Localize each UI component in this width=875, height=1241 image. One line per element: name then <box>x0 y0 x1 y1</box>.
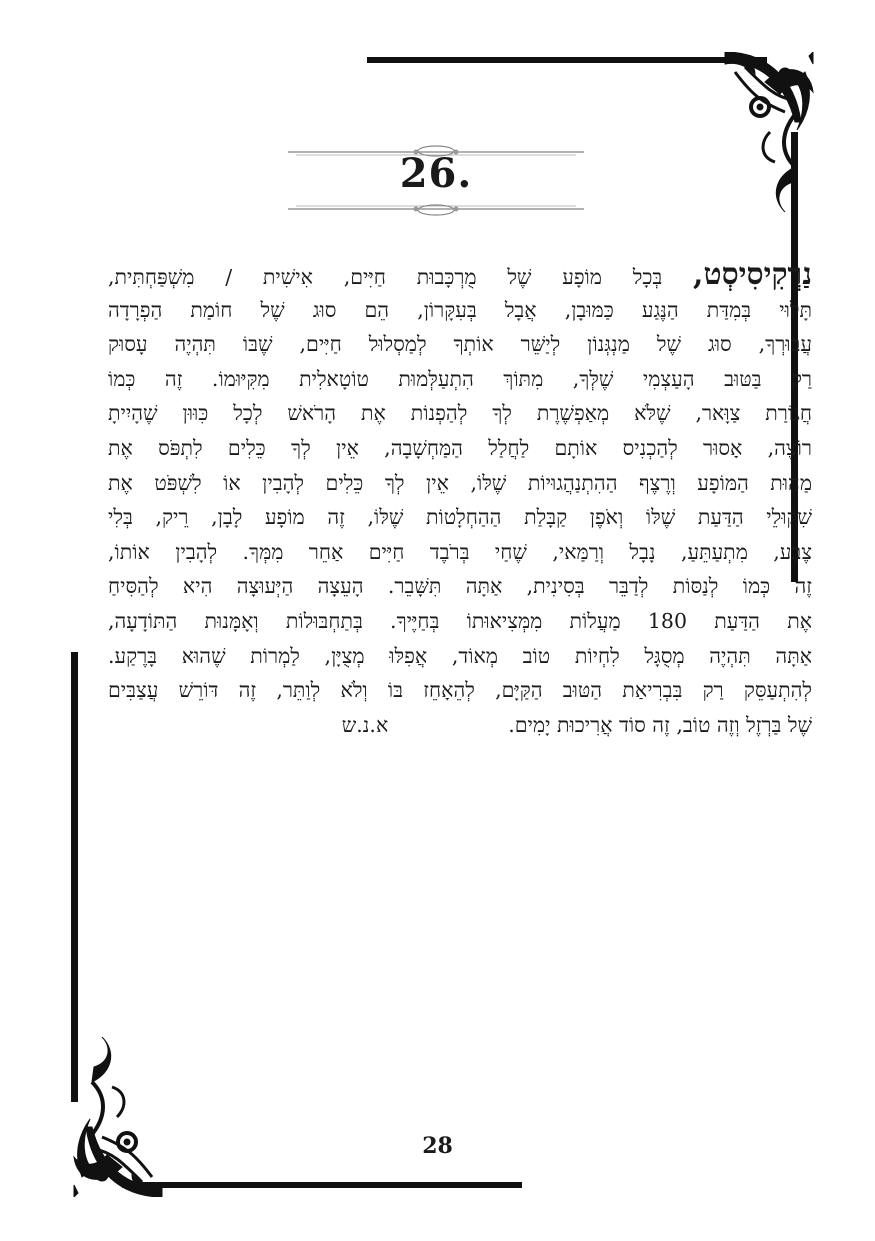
text-line: רוֹצֶה, אָסוּר לְהַכְנִיס אוֹתָם לַחֲלַל הַמַּחְשָׁבָה, אֵין לְךָ כֵּלִים לִתְפֹּס אֶת <box>108 435 812 460</box>
text-line: אֶת הַדַּעַת 180 מַעֲלוֹת מִמְּצִיאוּתוֹ בְּחַיֶּיךָ. בְּתַחְבּוּלוֹת וְאָמָּנוּת הַתּוֹדָעָה, <box>108 608 812 633</box>
text-line: תָּלוּי בְּמִדַּת הַנֶּגַע כַּמּוּבָן, אֲבָל בְּעִקָּרוֹן, הֵם סוּג שֶׁל חוֹמַת הַפְרָדָה <box>108 297 812 322</box>
text-line: זֶה כְּמוֹ לְנַסּוֹת לְדַבֵּר בְּסִינִית, אַתָּה תִּשָּׁבֵר. הָעֵצָה הַיְּעוּצָה הִיא לְהַסִּיחַ <box>108 574 812 599</box>
text-line: צֶבַע, מִתְעַתֵּעַ, נָבָל וְרַמַּאי, שֶׁחַי בְּרֹבֶד חַיִּים אַחֵר מִמְּךָ. לְהָבִין אוֹתוֹ, <box>108 539 812 564</box>
text-line: לְהִתְעַסֵּק רַק בִּבְרִיאַת הַטּוּב הַקַּיָּם, לְהֵאָחֵז בּוֹ וְלֹא לְוַתֵּר, זֶה דּוֹרֵשׁ עֲצַבִּים <box>108 678 812 703</box>
text-line: עֲבוּרְךָ, סוּג שֶׁל מַנְגְּנוֹן לְיַשֵּׁר אוֹתְךָ לְמַסְלוּל חַיִּים, שֶׁבּוֹ תִּהְיֶה עָסוּק <box>108 332 812 357</box>
lead-word: נַרְקִיסִיסְט, <box>693 258 812 292</box>
text-line: אַתָּה תִּהְיֶה מְסֻגָּל לִחְיוֹת טוֹב מְאוֹד, אֲפִלּוּ מְצֻיָּן, לַמְרוֹת שֶׁהוּא בָּרֶקַע. <box>108 643 812 668</box>
chapter-heading <box>286 140 586 220</box>
text-line-content: בְּכָל מוֹפָע שֶׁל מֻרְכָּבוּת חַיִּים, אִישִׁית / מִשְׁפַּחְתִּית, <box>108 265 663 289</box>
ornamental-rule-bottom <box>286 202 586 216</box>
text-line-content: שֶׁל בַּרְזֶל וְזֶה טוֹב, זֶה סוֹד אֲרִיכוּת יָמִים. <box>508 712 812 737</box>
text-line-final <box>108 708 812 743</box>
text-line: חֲגוֹרַת צַוָּאר, שֶׁלֹּא מְאַפְשֶׁרֶת לְךָ לְהַפְנוֹת אֶת הָרֹאשׁ לְכָל כִּוּוּן שֶׁהָיִיתָ <box>108 401 812 426</box>
page-number: 28 <box>422 1133 453 1159</box>
author-signature: א.נ.ש <box>341 712 389 737</box>
text-line: מַהוּת הַמּוֹפָע וְרֶצֶף הַהִתְנַהֲגוּיוֹת שֶׁלּוֹ, אֵין לְךָ כֵּלִים לְהָבִין אוֹ לִשְׁפֹּט אֶת <box>108 470 812 495</box>
text-line: שִׁקּוּלֵי הַדַּעַת שֶׁלּוֹ וְאֹפֶן קַבָּלַת הַהַחְלָטוֹת שֶׁלּוֹ, זֶה מוֹפָע לָבָן, רֵיק, בְּלִי <box>108 505 812 530</box>
body-paragraph <box>108 258 812 742</box>
chapter-number: 26. <box>399 150 473 197</box>
text-line <box>108 258 812 293</box>
text-line: רַק בַּטּוּב הָעַצְמִי שֶׁלְּךָ, מִתּוֹךְ הִתְעַלְּמוּת טוֹטָאלִית מִקִּיּוּמוֹ. זֶה כְּמוֹ <box>108 366 812 391</box>
